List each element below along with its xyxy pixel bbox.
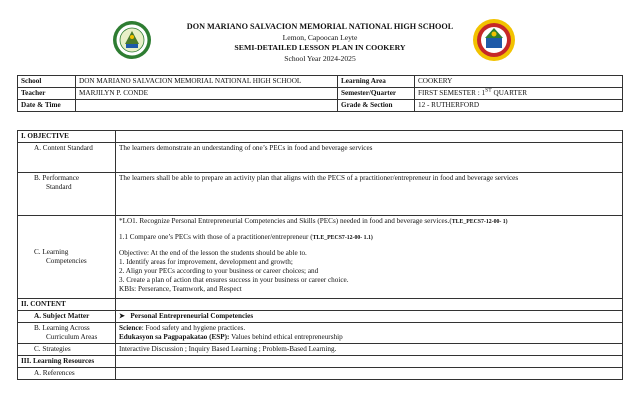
table-row	[18, 143, 623, 173]
semester-label: Semester/Quarter	[338, 88, 415, 100]
table-row	[18, 356, 623, 368]
lesson-plan-table	[17, 130, 623, 380]
teacher-label: Teacher	[18, 88, 76, 100]
learning-competencies-text: *LO1. Recognize Personal Entrepreneurial Competencies and Skills (PECs) needed in food and beverage services.(TLE_PECS7-12-00- 1) 1.1 Compare one’s PECs with those of a practitioner/entrepreneur (TLE_PECS7-12-00- 1.1) Objective: At the end of the lesson the students should be able to. 1. Identify areas for improvement, development and growth; 2. Align your PECs according to your business or career choices; and 3. Create a plan of action that ensures success in your business or career choice. KBIs: Perserance, Teamwork, and Respect	[116, 216, 623, 299]
school-name: DON MARIANO SALVACION MEMORIAL NATIONAL HIGH SCHOOL	[186, 22, 454, 31]
table-row	[18, 368, 623, 380]
school-label: School	[18, 76, 76, 88]
learning-across-label: B. Learning Across Curriculum Areas	[18, 323, 116, 344]
learning-across-text: Science: Food safety and hygiene practices. Edukasyon sa Pagpapakatao (ESP): Values behind ethical entrepreneurship	[116, 323, 623, 344]
references-label: A. References	[18, 368, 116, 380]
table-row	[18, 88, 623, 100]
semester-value: FIRST SEMESTER : 1ST QUARTER	[415, 88, 623, 100]
table-row	[18, 76, 623, 88]
content-standard-label: A. Content Standard	[18, 143, 116, 173]
strategies-value: Interactive Discussion ; Inquiry Based Learning ; Problem-Based Learning.	[116, 344, 623, 356]
table-row	[18, 344, 623, 356]
date-value	[76, 100, 338, 112]
teacher-value: MARJILYN P. CONDE	[76, 88, 338, 100]
grade-label: Grade & Section	[338, 100, 415, 112]
school-value: DON MARIANO SALVACION MEMORIAL NATIONAL HIGH SCHOOL	[76, 76, 338, 88]
content-heading: II. CONTENT	[18, 299, 116, 311]
table-row	[18, 311, 623, 323]
table-row	[18, 100, 623, 112]
learning-area-value: COOKERY	[415, 76, 623, 88]
school-year: School Year 2024-2025	[284, 54, 356, 63]
learning-resources-heading: III. Learning Resources	[18, 356, 116, 368]
subject-matter-value: ➤ Personal Entrepreneurial Competencies	[116, 311, 623, 323]
subject-matter-label: A. Subject Matter	[18, 311, 116, 323]
arrow-bullet-icon: ➤	[119, 312, 126, 320]
table-row	[18, 323, 623, 344]
school-address: Lemon, Capoocan Leyte	[282, 33, 358, 42]
page-header	[0, 0, 640, 70]
grade-value: 12 - RUTHERFORD	[415, 100, 623, 112]
performance-standard-label: B. Performance Standard	[18, 173, 116, 216]
plan-title: SEMI-DETAILED LESSON PLAN IN COOKERY	[234, 43, 406, 52]
table-row	[18, 173, 623, 216]
school-seal-icon	[112, 20, 152, 60]
strategies-label: C. Strategies	[18, 344, 116, 356]
date-label: Date & Time	[18, 100, 76, 112]
content-standard-text: The learners demonstrate an understanding of one’s PECs in food and beverage services	[116, 143, 623, 173]
objective-heading: I. OBJECTIVE	[18, 131, 116, 143]
table-row	[18, 216, 623, 299]
performance-standard-text: The learners shall be able to prepare an activity plan that aligns with the PECS of a practitioner/entrepreneur in food and beverage services	[116, 173, 623, 216]
table-row	[18, 299, 623, 311]
info-table	[17, 75, 623, 112]
learning-competencies-label: C. Learning Competencies	[18, 216, 116, 299]
table-row	[18, 131, 623, 143]
learning-area-label: Learning Area	[338, 76, 415, 88]
